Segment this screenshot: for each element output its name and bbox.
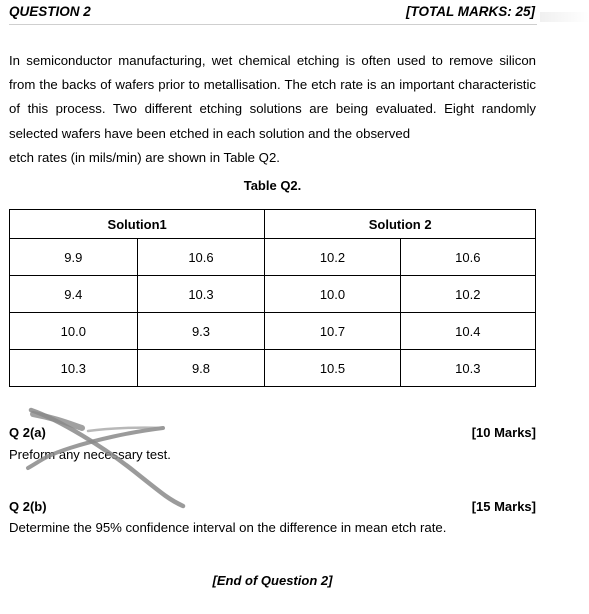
question-2b-text: Determine the 95% confidence interval on the difference in mean etch rate. [9, 520, 447, 535]
question-2a-label: Q 2(a) [9, 425, 46, 440]
table-cell: 9.4 [10, 276, 138, 313]
table-cell: 10.5 [265, 350, 400, 387]
table-cell: 10.6 [137, 239, 265, 276]
question-2a-marks: [10 Marks] [471, 425, 536, 440]
intro-line: etch rates (in mils/min) are shown in Table Q2. [9, 149, 280, 165]
table-row [10, 313, 536, 350]
table-cell: 10.3 [10, 350, 138, 387]
table-cell: 9.8 [137, 350, 265, 387]
table-row [10, 239, 536, 276]
table-row [10, 350, 536, 387]
table-cell: 10.6 [400, 239, 535, 276]
intro-line: from the backs of wafers prior to metallisation. The etch rate is an important [9, 77, 455, 93]
scribble-stroke [88, 428, 163, 431]
intro-line: characteristic of this process. Two different etching solutions are being evaluated. [9, 77, 536, 117]
intro-line: In semiconductor manufacturing, wet chemical etching is often used to remove silicon [9, 53, 536, 68]
table-cell: 10.3 [137, 276, 265, 313]
table-cell: 10.7 [265, 313, 400, 350]
end-of-question-note: [End of Question 2] [212, 573, 333, 588]
question-title: QUESTION 2 [9, 4, 91, 19]
table-cell: 10.3 [400, 350, 535, 387]
table-cell: 9.9 [10, 239, 138, 276]
table-cell: 9.3 [137, 313, 265, 350]
total-marks: [TOTAL MARKS: 25] [405, 4, 535, 19]
table-cell: 10.2 [265, 239, 400, 276]
table-cell: 10.0 [10, 313, 138, 350]
question-2b-marks: [15 Marks] [471, 499, 536, 514]
header-solution-1: Solution1 [10, 210, 265, 239]
question-2b-label: Q 2(b) [9, 499, 47, 514]
table-header-row [10, 210, 536, 239]
header-solution-2: Solution 2 [265, 210, 536, 239]
table-cell: 10.0 [265, 276, 400, 313]
question-2a-text: Preform any necessary test. [9, 447, 171, 462]
table-row [10, 276, 536, 313]
table-caption: Table Q2. [243, 178, 302, 193]
table-cell: 10.2 [400, 276, 535, 313]
header-shadow [540, 12, 589, 22]
question-intro [9, 49, 536, 170]
intro-line: Eight randomly selected wafers have been etched in each solution and the observed [9, 101, 537, 141]
etch-rate-table [9, 209, 536, 387]
table-cell: 10.4 [400, 313, 535, 350]
question-header [9, 4, 537, 25]
